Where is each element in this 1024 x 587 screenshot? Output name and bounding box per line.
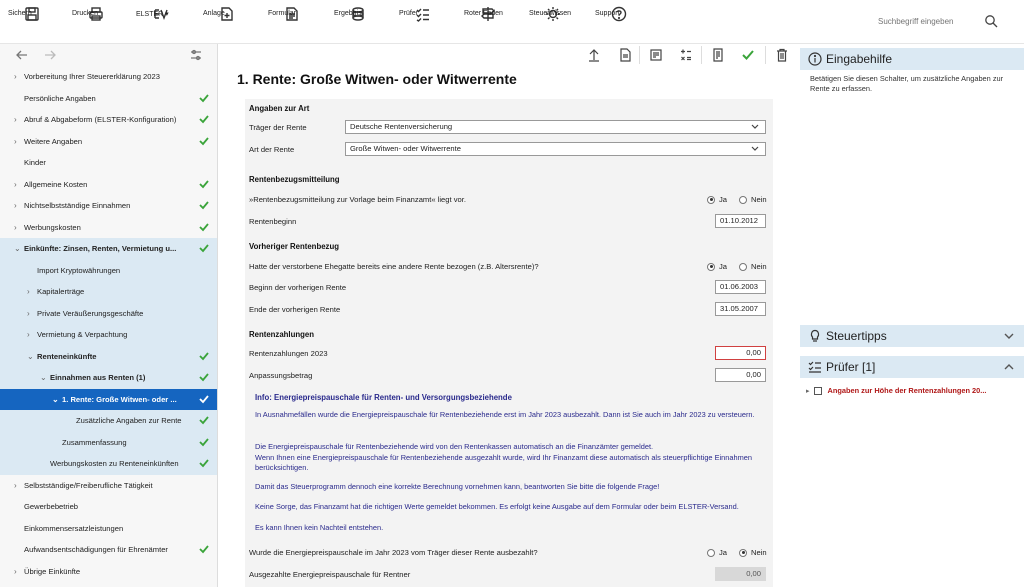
checkmark-icon xyxy=(199,200,209,210)
sidebar-item[interactable] xyxy=(0,475,217,497)
back-arrow-icon[interactable] xyxy=(16,50,28,60)
pruefer-warning-text: Angaben zur Höhe der Rentenzahlungen 20... xyxy=(827,386,987,395)
sidebar-item[interactable] xyxy=(0,131,217,153)
eingabehilfe-text: Betätigen Sie diesen Schalter, um zusätzliche Angaben zur Rente zu erfassen. xyxy=(810,74,1004,93)
confirm-button[interactable] xyxy=(741,48,759,62)
info-heading: Info: Energiepreispauschale für Renten- und Versorgungsbeziehende xyxy=(255,393,512,402)
sidebar-item[interactable] xyxy=(0,346,217,368)
receipt-button[interactable] xyxy=(711,48,725,62)
sidebar-item[interactable] xyxy=(0,561,217,583)
sidebar-item-label: Renteneinkünfte xyxy=(37,351,97,361)
radio-dot xyxy=(739,549,747,557)
section-rentenbezugsmitteilung: Rentenbezugsmitteilung xyxy=(249,175,340,184)
sidebar-item[interactable] xyxy=(0,260,217,282)
info-paragraph: Wenn Ihnen eine Energiepreispauschale für Rentenbeziehende ausgezahlt wurde, wird Ihr Finanzamt diese automatisch als steuerpflichtige Einnahmen berücksichtigen. xyxy=(255,453,752,472)
sidebar-item[interactable] xyxy=(0,238,217,260)
checkmark-icon xyxy=(199,114,209,124)
rentenzahlungen-label: Rentenzahlungen 2023 xyxy=(249,349,328,358)
sidebar-item-label: Einkommensersatzleistungen xyxy=(24,523,124,533)
info-paragraph: Damit das Steuerprogramm dennoch eine korrekte Berechnung vornehmen kann, beantworten Sie bitte die folgende Frage! xyxy=(255,482,660,491)
formular-button[interactable] xyxy=(264,6,320,40)
art-select[interactable] xyxy=(345,142,766,156)
vorher-ja-radio[interactable] xyxy=(707,262,727,271)
anpassung-input[interactable]: 0,00 xyxy=(715,368,766,382)
main-content xyxy=(219,44,799,587)
steuerwissen-button[interactable] xyxy=(525,6,581,40)
toolbar xyxy=(0,0,1024,44)
radio-label: Nein xyxy=(751,262,767,271)
sidebar-item[interactable] xyxy=(0,410,217,432)
section-angaben-zur-art: Angaben zur Art xyxy=(249,104,310,113)
info-paragraph: In Ausnahmefällen wurde die Energiepreispauschale für Rentenbeziehende erst im Jahr 2023 ausbezahlt. Dann ist Sie auch im Jahr 2023 zu versteuern. xyxy=(255,410,755,419)
sidebar-item-label: Private Veräußerungsgeschäfte xyxy=(37,308,144,318)
info-paragraph: Es kann Ihnen kein Nachteil entstehen. xyxy=(255,523,384,532)
trash-icon xyxy=(775,48,789,62)
section-vorheriger-rentenbezug: Vorheriger Rentenbezug xyxy=(249,242,339,251)
upload-icon xyxy=(587,48,601,62)
rentenbeginn-label: Rentenbeginn xyxy=(249,217,297,226)
sidebar-item-label: Gewerbebetrieb xyxy=(24,502,79,512)
art-label: Art der Rente xyxy=(249,145,295,154)
checkmark-icon xyxy=(199,437,209,447)
chevron-down-icon[interactable]: ⌄ xyxy=(40,373,47,383)
chevron-right-icon[interactable]: › xyxy=(14,222,17,232)
radio-dot xyxy=(739,263,747,271)
checkmark-icon xyxy=(199,415,209,425)
section-rentenzahlungen: Rentenzahlungen xyxy=(249,330,314,339)
checkmark-icon xyxy=(199,243,209,253)
delete-button[interactable] xyxy=(775,48,789,62)
anlage-button[interactable] xyxy=(199,6,255,40)
chevron-right-icon[interactable]: › xyxy=(27,308,30,318)
sidebar-item-label: Persönliche Angaben xyxy=(24,93,96,103)
sidebar-item-label: Werbungskosten zu Renteneinkünften xyxy=(50,459,179,469)
upload-button[interactable] xyxy=(587,48,601,62)
radio-label: Nein xyxy=(751,548,767,557)
sidebar-item[interactable] xyxy=(0,389,217,411)
sidebar-item-label: Aufwandsentschädigungen für Ehrenämter xyxy=(24,545,168,555)
anlage-label: Anlage xyxy=(203,10,225,17)
sidebar-item[interactable] xyxy=(0,217,217,239)
ergebnis-label: Ergebnis xyxy=(334,10,362,17)
chevron-right-icon[interactable]: › xyxy=(14,72,17,82)
chevron-right-icon[interactable]: › xyxy=(14,115,17,125)
traeger-value: Deutsche Rentenversicherung xyxy=(350,122,453,131)
sidebar-item[interactable] xyxy=(0,432,217,454)
rente-form xyxy=(245,99,773,587)
chevron-down-icon xyxy=(1004,332,1014,340)
radio-dot xyxy=(707,263,715,271)
info-paragraph: Die Energiepreispauschale für Rentenbeziehende wird von den Rentenkassen automatisch an die Finanzämter gemeldet. xyxy=(255,442,654,451)
sidebar-item-label: Vorbereitung Ihrer Steuererklärung 2023 xyxy=(24,72,160,82)
calculator-button[interactable] xyxy=(679,48,693,62)
chevron-right-icon[interactable]: › xyxy=(14,179,17,189)
art-value: Große Witwen- oder Witwerrente xyxy=(350,144,461,153)
save-button[interactable] xyxy=(4,6,60,40)
document-button[interactable] xyxy=(618,48,632,62)
sidebar-item-label: Einnahmen aus Renten (1) xyxy=(50,373,146,383)
sidebar-item[interactable] xyxy=(0,109,217,131)
sidebar-item-label: Nichtselbstständige Einnahmen xyxy=(24,201,131,211)
info-energiepreispauschale xyxy=(255,385,765,531)
search-box xyxy=(878,11,1006,31)
document-icon xyxy=(618,48,632,62)
sidebar-toolbar xyxy=(0,44,217,66)
pruefer-checkbox[interactable] xyxy=(814,387,822,395)
forward-arrow-icon[interactable] xyxy=(44,50,56,60)
sidebar-item[interactable] xyxy=(0,281,217,303)
sidebar-item[interactable] xyxy=(0,496,217,518)
ende-vorher-label: Ende der vorherigen Rente xyxy=(249,305,341,314)
sidebar-item-label: 1. Rente: Große Witwen- oder ... xyxy=(62,394,177,404)
checkmark-icon xyxy=(199,458,209,468)
sidebar-item[interactable] xyxy=(0,195,217,217)
navigation-tree xyxy=(0,66,217,582)
checkmark-icon xyxy=(199,179,209,189)
radio-dot xyxy=(707,549,715,557)
checkmark-icon xyxy=(741,48,755,62)
checkmark-icon xyxy=(199,544,209,554)
content-toolbar xyxy=(219,44,799,66)
chevron-right-icon[interactable]: › xyxy=(14,480,17,490)
sidebar-item[interactable] xyxy=(0,152,217,174)
eingabehilfe-header[interactable] xyxy=(800,48,1024,70)
sidebar-item-label: Vermietung & Verpachtung xyxy=(37,330,128,340)
support-button[interactable] xyxy=(591,6,647,40)
radio-dot xyxy=(739,196,747,204)
pruefer-title: Prüfer [1] xyxy=(826,360,876,374)
sidebar-item-label: Übrige Einkünfte xyxy=(24,566,81,576)
pruefer-warning-item[interactable] xyxy=(806,386,986,395)
chevron-down-icon xyxy=(751,124,759,130)
rentenbeginn-input[interactable]: 01.10.2012 xyxy=(715,214,766,228)
sidebar-item-label: Import Kryptowährungen xyxy=(37,265,121,275)
sidebar-item-label: Zusätzliche Angaben zur Rente xyxy=(76,416,182,426)
steuerwissen-label: Steuerwissen xyxy=(529,10,572,17)
radio-label: Ja xyxy=(719,548,728,557)
radio-label: Ja xyxy=(719,262,728,271)
expand-triangle-icon[interactable]: ▸ xyxy=(806,387,810,395)
sidebar-item-label: Einkünfte: Zinsen, Renten, Vermietung u... xyxy=(24,244,177,254)
sidebar-item[interactable] xyxy=(0,88,217,110)
search-input[interactable] xyxy=(878,11,978,31)
filter-settings-icon[interactable] xyxy=(190,49,202,61)
sidebar-item[interactable] xyxy=(0,453,217,475)
print-label: Drucken xyxy=(72,10,99,17)
right-panel xyxy=(800,44,1024,587)
chevron-down-icon[interactable]: ⌄ xyxy=(14,244,21,254)
roter-faden-label: Roter Faden xyxy=(464,10,503,17)
chevron-down-icon[interactable]: ⌄ xyxy=(27,351,34,361)
pruefer-button[interactable] xyxy=(395,6,451,40)
epp-nein-radio[interactable] xyxy=(739,548,767,557)
checkmark-icon xyxy=(199,222,209,232)
formular-label: Formular xyxy=(268,10,297,17)
chevron-down-icon xyxy=(751,146,759,152)
ergebnis-button[interactable] xyxy=(330,6,386,40)
info-paragraph: Keine Sorge, das Finanzamt hat die richtigen Werte gemeldet bekommen. Es erfolgt keine Ausgabe auf dem Formular oder beim ELSTER-Versand. xyxy=(255,502,739,511)
checkmark-icon xyxy=(199,394,209,404)
traeger-label: Träger der Rente xyxy=(249,123,307,132)
note-icon xyxy=(649,48,663,62)
vorher-nein-radio[interactable] xyxy=(739,262,767,271)
sidebar-item[interactable] xyxy=(0,539,217,561)
calculator-icon xyxy=(679,48,693,62)
note-button[interactable] xyxy=(649,48,663,62)
pruefer-label: Prüfer xyxy=(399,10,419,17)
sidebar-item-label: Abruf & Abgabeform (ELSTER-Konfiguration) xyxy=(24,115,177,125)
lightbulb-icon xyxy=(808,329,822,343)
chevron-down-icon[interactable]: ⌄ xyxy=(52,394,59,404)
anpassung-label: Anpassungsbetrag xyxy=(249,371,313,380)
print-button[interactable] xyxy=(68,6,124,40)
checkmark-icon xyxy=(199,351,209,361)
chevron-right-icon[interactable]: › xyxy=(14,566,17,576)
sidebar-item-label: Selbstständige/Freiberufliche Tätigkeit xyxy=(24,480,153,490)
chevron-right-icon[interactable]: › xyxy=(27,330,30,340)
mitteilung-ja-radio[interactable] xyxy=(707,195,727,204)
mitteilung-nein-radio[interactable] xyxy=(739,195,767,204)
sidebar-item[interactable] xyxy=(0,303,217,325)
sidebar-item-label: Allgemeine Kosten xyxy=(24,179,88,189)
beginn-vorher-input[interactable]: 01.06.2003 xyxy=(715,280,766,294)
ende-vorher-input[interactable]: 31.05.2007 xyxy=(715,302,766,316)
chevron-right-icon[interactable]: › xyxy=(14,136,17,146)
elster-label: ELSTER ▾ xyxy=(136,11,169,18)
elster-button[interactable] xyxy=(132,6,188,40)
support-label: Support xyxy=(595,10,620,17)
traeger-select[interactable] xyxy=(345,120,766,134)
eingabehilfe-title: Eingabehilfe xyxy=(826,52,893,66)
search-icon[interactable] xyxy=(984,14,998,28)
info-icon xyxy=(808,52,822,66)
sidebar xyxy=(0,44,218,587)
chevron-up-icon xyxy=(1004,363,1014,371)
epp-ja-radio[interactable] xyxy=(707,548,727,557)
sidebar-item-label: Werbungskosten xyxy=(24,222,81,232)
radio-dot xyxy=(707,196,715,204)
sidebar-item[interactable] xyxy=(0,518,217,540)
sidebar-item[interactable] xyxy=(0,66,217,88)
rentenzahlungen-input[interactable]: 0,00 xyxy=(715,346,766,360)
steuertipps-title: Steuertipps xyxy=(826,329,887,343)
epp-betrag-label: Ausgezahlte Energiepreispauschale für Rentner xyxy=(249,570,411,579)
checklist-icon xyxy=(808,360,822,374)
beginn-vorher-label: Beginn der vorherigen Rente xyxy=(249,283,347,292)
sidebar-item-label: Zusammenfassung xyxy=(62,437,127,447)
checkmark-icon xyxy=(199,136,209,146)
sidebar-item-label: Kinder xyxy=(24,158,46,168)
sidebar-item-label: Kapitalerträge xyxy=(37,287,85,297)
chevron-right-icon[interactable]: › xyxy=(14,201,17,211)
steuertipps-header[interactable] xyxy=(800,325,1024,347)
receipt-icon xyxy=(711,48,725,62)
save-label: Sichern xyxy=(8,10,32,17)
vorher-question: Hatte der verstorbene Ehegatte bereits eine andere Rente bezogen (z.B. Altersrente)? xyxy=(249,262,539,271)
roter-faden-button[interactable] xyxy=(460,6,516,40)
checkmark-icon xyxy=(199,93,209,103)
sidebar-item[interactable] xyxy=(0,174,217,196)
epp-betrag-input: 0,00 xyxy=(715,567,766,581)
sidebar-item[interactable] xyxy=(0,324,217,346)
epp-question: Wurde die Energiepreispauschale im Jahr 2023 vom Träger dieser Rente ausbezahlt? xyxy=(249,548,538,557)
radio-label: Nein xyxy=(751,195,767,204)
pruefer-header[interactable] xyxy=(800,356,1024,378)
sidebar-item[interactable] xyxy=(0,367,217,389)
chevron-right-icon[interactable]: › xyxy=(27,287,30,297)
radio-label: Ja xyxy=(719,195,728,204)
sidebar-item-label: Weitere Angaben xyxy=(24,136,83,146)
mitteilung-question: »Rentenbezugsmitteilung zur Vorlage beim Finanzamt« liegt vor. xyxy=(249,195,466,204)
page-title: 1. Rente: Große Witwen- oder Witwerrente xyxy=(237,71,517,87)
checkmark-icon xyxy=(199,372,209,382)
